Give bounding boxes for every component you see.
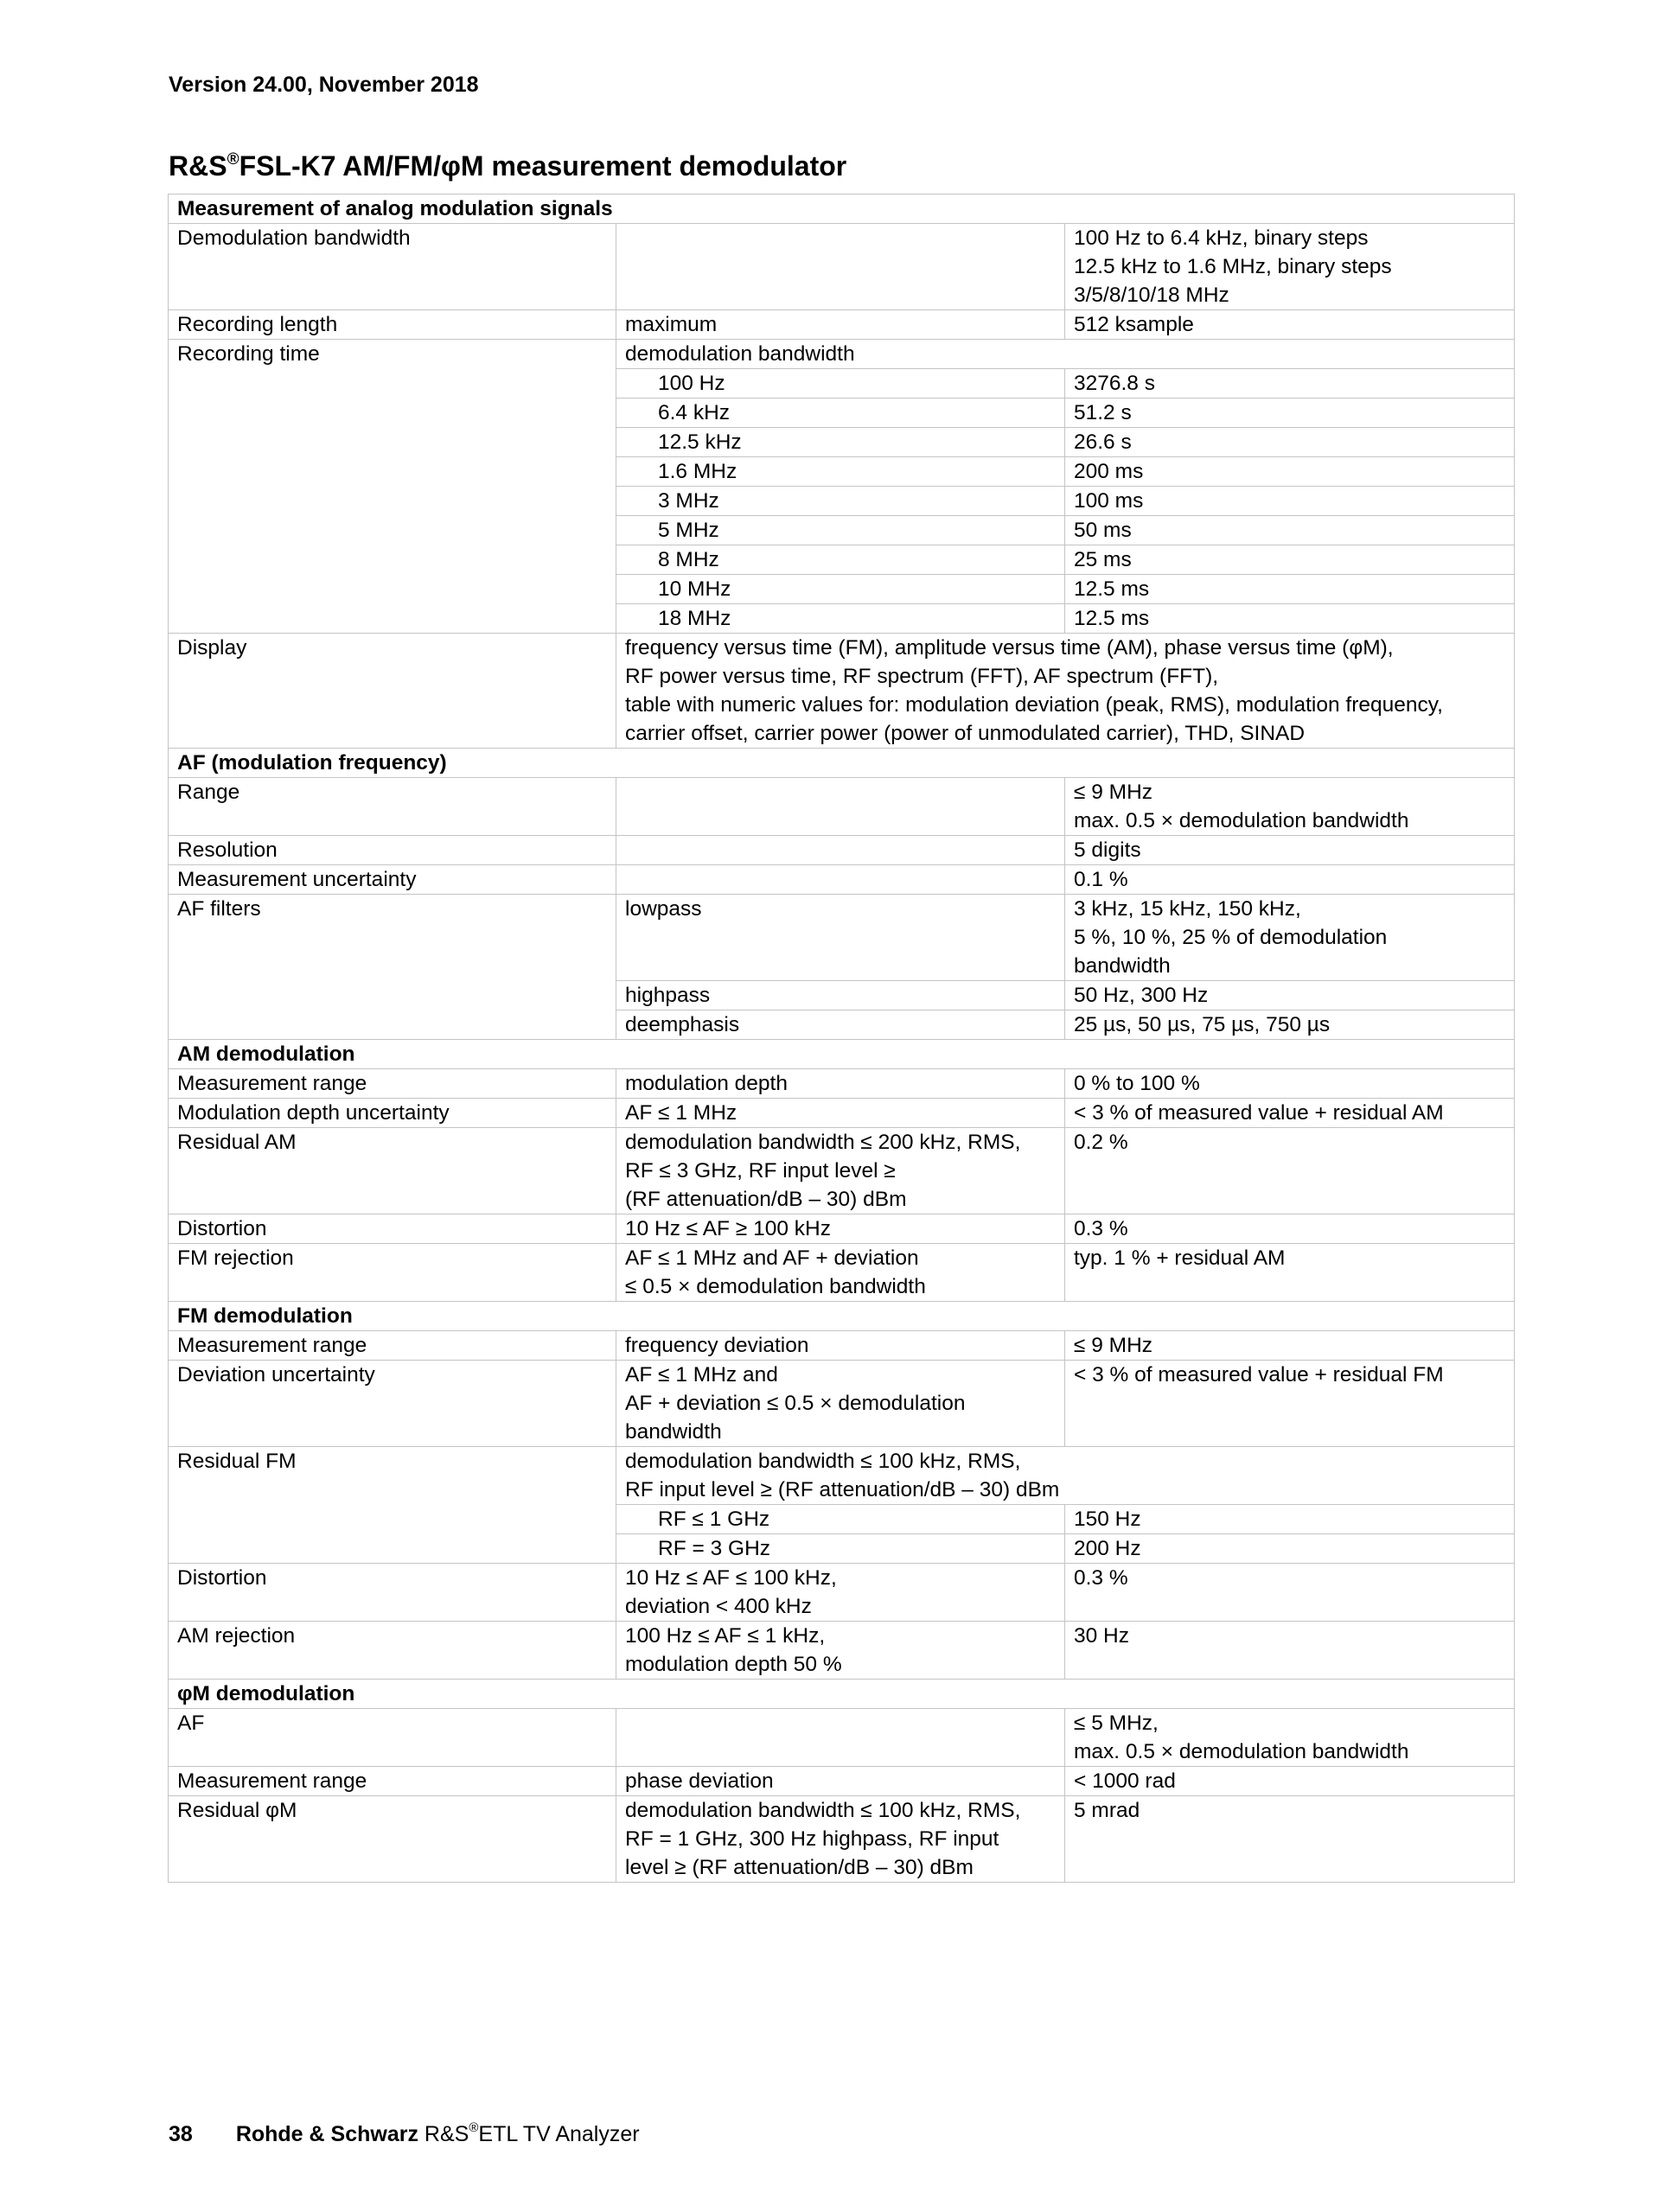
parameter-cell: Residual FM xyxy=(169,1447,616,1564)
table-row xyxy=(169,1361,1515,1447)
table-row xyxy=(169,865,1515,895)
value-cell: ≤ 9 MHz max. 0.5 × demodulation bandwidth xyxy=(1065,778,1515,836)
value-cell: < 3 % of measured value + residual AM xyxy=(1065,1099,1515,1128)
table-row xyxy=(169,1767,1515,1796)
condition-cell: RF ≤ 1 GHz xyxy=(616,1505,1065,1534)
condition-cell: 10 Hz ≤ AF ≥ 100 kHz xyxy=(616,1214,1065,1244)
parameter-cell: Measurement range xyxy=(169,1331,616,1361)
value-cell: ≤ 9 MHz xyxy=(1065,1331,1515,1361)
section-title: φM demodulation xyxy=(169,1680,1515,1709)
condition-cell: 8 MHz xyxy=(616,545,1065,575)
condition-cell: lowpass xyxy=(616,895,1065,981)
table-row xyxy=(169,1099,1515,1128)
section-header-row xyxy=(169,1040,1515,1069)
value-cell: 150 Hz xyxy=(1065,1505,1515,1534)
value-cell: 0 % to 100 % xyxy=(1065,1069,1515,1099)
spec-table xyxy=(168,194,1515,1883)
value-cell: typ. 1 % + residual AM xyxy=(1065,1244,1515,1302)
table-row xyxy=(169,1331,1515,1361)
value-cell: 50 ms xyxy=(1065,516,1515,545)
table-row xyxy=(169,778,1515,836)
value-cell: 0.1 % xyxy=(1065,865,1515,895)
condition-cell: AF ≤ 1 MHz xyxy=(616,1099,1065,1128)
table-row xyxy=(169,1622,1515,1680)
value-cell: 51.2 s xyxy=(1065,398,1515,428)
section-title: AF (modulation frequency) xyxy=(169,749,1515,778)
parameter-cell: Modulation depth uncertainty xyxy=(169,1099,616,1128)
parameter-cell: Deviation uncertainty xyxy=(169,1361,616,1447)
page-number: 38 xyxy=(169,2122,193,2146)
footer-brand: Rohde & Schwarz xyxy=(235,2122,418,2146)
condition-cell xyxy=(616,224,1065,310)
section-header-row xyxy=(169,749,1515,778)
page-title: R&S®FSL-K7 AM/FM/φM measurement demodulator xyxy=(169,150,847,182)
parameter-cell: AF filters xyxy=(169,895,616,1040)
table-row xyxy=(169,836,1515,865)
condition-cell: 3 MHz xyxy=(616,487,1065,516)
condition-cell: modulation depth xyxy=(616,1069,1065,1099)
value-cell: 5 digits xyxy=(1065,836,1515,865)
section-header-row xyxy=(169,1302,1515,1331)
parameter-cell: Range xyxy=(169,778,616,836)
condition-cell: maximum xyxy=(616,310,1065,340)
table-row xyxy=(169,895,1515,981)
value-cell: 100 ms xyxy=(1065,487,1515,516)
condition-cell: demodulation bandwidth ≤ 200 kHz, RMS, RF ≤ 3 GHz, RF input level ≥ (RF attenuation/dB – 30) dBm xyxy=(616,1128,1065,1214)
value-cell: < 3 % of measured value + residual FM xyxy=(1065,1361,1515,1447)
section-title: Measurement of analog modulation signals xyxy=(169,194,1515,224)
table-row xyxy=(169,1128,1515,1214)
table-row xyxy=(169,1447,1515,1505)
condition-cell: demodulation bandwidth ≤ 100 kHz, RMS, RF input level ≥ (RF attenuation/dB – 30) dBm xyxy=(616,1447,1515,1505)
parameter-cell: Measurement range xyxy=(169,1767,616,1796)
condition-cell xyxy=(616,778,1065,836)
condition-cell: deemphasis xyxy=(616,1010,1065,1040)
value-cell: 0.2 % xyxy=(1065,1128,1515,1214)
parameter-cell: Measurement range xyxy=(169,1069,616,1099)
value-cell: 3276.8 s xyxy=(1065,369,1515,398)
value-cell: 25 ms xyxy=(1065,545,1515,575)
condition-cell xyxy=(616,836,1065,865)
condition-cell: highpass xyxy=(616,981,1065,1010)
value-cell: 200 Hz xyxy=(1065,1534,1515,1564)
condition-cell: 5 MHz xyxy=(616,516,1065,545)
table-row xyxy=(169,1214,1515,1244)
parameter-cell: Display xyxy=(169,634,616,749)
value-cell: 0.3 % xyxy=(1065,1214,1515,1244)
parameter-cell: AF xyxy=(169,1709,616,1767)
condition-cell: AF ≤ 1 MHz and AF + deviation ≤ 0.5 × demodulation bandwidth xyxy=(616,1244,1065,1302)
table-row xyxy=(169,310,1515,340)
condition-cell: 12.5 kHz xyxy=(616,428,1065,457)
parameter-cell: Demodulation bandwidth xyxy=(169,224,616,310)
value-cell: 26.6 s xyxy=(1065,428,1515,457)
value-cell: 512 ksample xyxy=(1065,310,1515,340)
parameter-cell: Recording time xyxy=(169,340,616,634)
condition-cell: demodulation bandwidth ≤ 100 kHz, RMS, RF = 1 GHz, 300 Hz highpass, RF input level ≥ (RF attenuation/dB – 30) dBm xyxy=(616,1796,1065,1883)
parameter-cell: Recording length xyxy=(169,310,616,340)
value-cell: 100 Hz to 6.4 kHz, binary steps 12.5 kHz to 1.6 MHz, binary steps 3/5/8/10/18 MHz xyxy=(1065,224,1515,310)
parameter-cell: Residual φM xyxy=(169,1796,616,1883)
value-cell: 30 Hz xyxy=(1065,1622,1515,1680)
table-row xyxy=(169,1244,1515,1302)
parameter-cell: Resolution xyxy=(169,836,616,865)
condition-cell: 10 Hz ≤ AF ≤ 100 kHz, deviation < 400 kHz xyxy=(616,1564,1065,1622)
parameter-cell: AM rejection xyxy=(169,1622,616,1680)
value-cell: 3 kHz, 15 kHz, 150 kHz, 5 %, 10 %, 25 % of demodulation bandwidth xyxy=(1065,895,1515,981)
condition-cell: frequency deviation xyxy=(616,1331,1065,1361)
section-title: AM demodulation xyxy=(169,1040,1515,1069)
table-row xyxy=(169,1069,1515,1099)
value-cell: 50 Hz, 300 Hz xyxy=(1065,981,1515,1010)
document-version: Version 24.00, November 2018 xyxy=(169,73,479,97)
condition-cell: 100 Hz xyxy=(616,369,1065,398)
parameter-cell: Distortion xyxy=(169,1564,616,1622)
value-cell: < 1000 rad xyxy=(1065,1767,1515,1796)
value-cell: 12.5 ms xyxy=(1065,604,1515,634)
page-footer: 38 Rohde & Schwarz R&S®ETL TV Analyzer xyxy=(169,2120,640,2146)
value-cell: 25 µs, 50 µs, 75 µs, 750 µs xyxy=(1065,1010,1515,1040)
condition-cell: 1.6 MHz xyxy=(616,457,1065,487)
parameter-cell: Distortion xyxy=(169,1214,616,1244)
parameter-cell: Measurement uncertainty xyxy=(169,865,616,895)
parameter-cell: Residual AM xyxy=(169,1128,616,1214)
condition-cell: 18 MHz xyxy=(616,604,1065,634)
condition-cell: 100 Hz ≤ AF ≤ 1 kHz, modulation depth 50 % xyxy=(616,1622,1065,1680)
condition-cell: frequency versus time (FM), amplitude versus time (AM), phase versus time (φM), RF power versus time, RF spectrum (FFT), AF spectrum (FFT), table with numeric values for: modulation deviation (peak, RMS), modulation frequency, carrier offset, carrier power (power of unmodulated carrier), THD, SINAD xyxy=(616,634,1515,749)
table-row xyxy=(169,224,1515,310)
condition-cell: 10 MHz xyxy=(616,575,1065,604)
table-row xyxy=(169,1796,1515,1883)
value-cell: ≤ 5 MHz, max. 0.5 × demodulation bandwidth xyxy=(1065,1709,1515,1767)
condition-cell: phase deviation xyxy=(616,1767,1065,1796)
condition-cell: 6.4 kHz xyxy=(616,398,1065,428)
value-cell: 0.3 % xyxy=(1065,1564,1515,1622)
section-header-row xyxy=(169,194,1515,224)
spec-table-body xyxy=(169,194,1515,1883)
condition-cell: demodulation bandwidth xyxy=(616,340,1515,369)
section-header-row xyxy=(169,1680,1515,1709)
value-cell: 12.5 ms xyxy=(1065,575,1515,604)
condition-cell xyxy=(616,1709,1065,1767)
table-row xyxy=(169,634,1515,749)
table-row xyxy=(169,340,1515,369)
value-cell: 200 ms xyxy=(1065,457,1515,487)
condition-cell xyxy=(616,865,1065,895)
value-cell: 5 mrad xyxy=(1065,1796,1515,1883)
condition-cell: RF = 3 GHz xyxy=(616,1534,1065,1564)
table-row xyxy=(169,1709,1515,1767)
section-title: FM demodulation xyxy=(169,1302,1515,1331)
parameter-cell: FM rejection xyxy=(169,1244,616,1302)
table-row xyxy=(169,1564,1515,1622)
condition-cell: AF ≤ 1 MHz and AF + deviation ≤ 0.5 × demodulation bandwidth xyxy=(616,1361,1065,1447)
